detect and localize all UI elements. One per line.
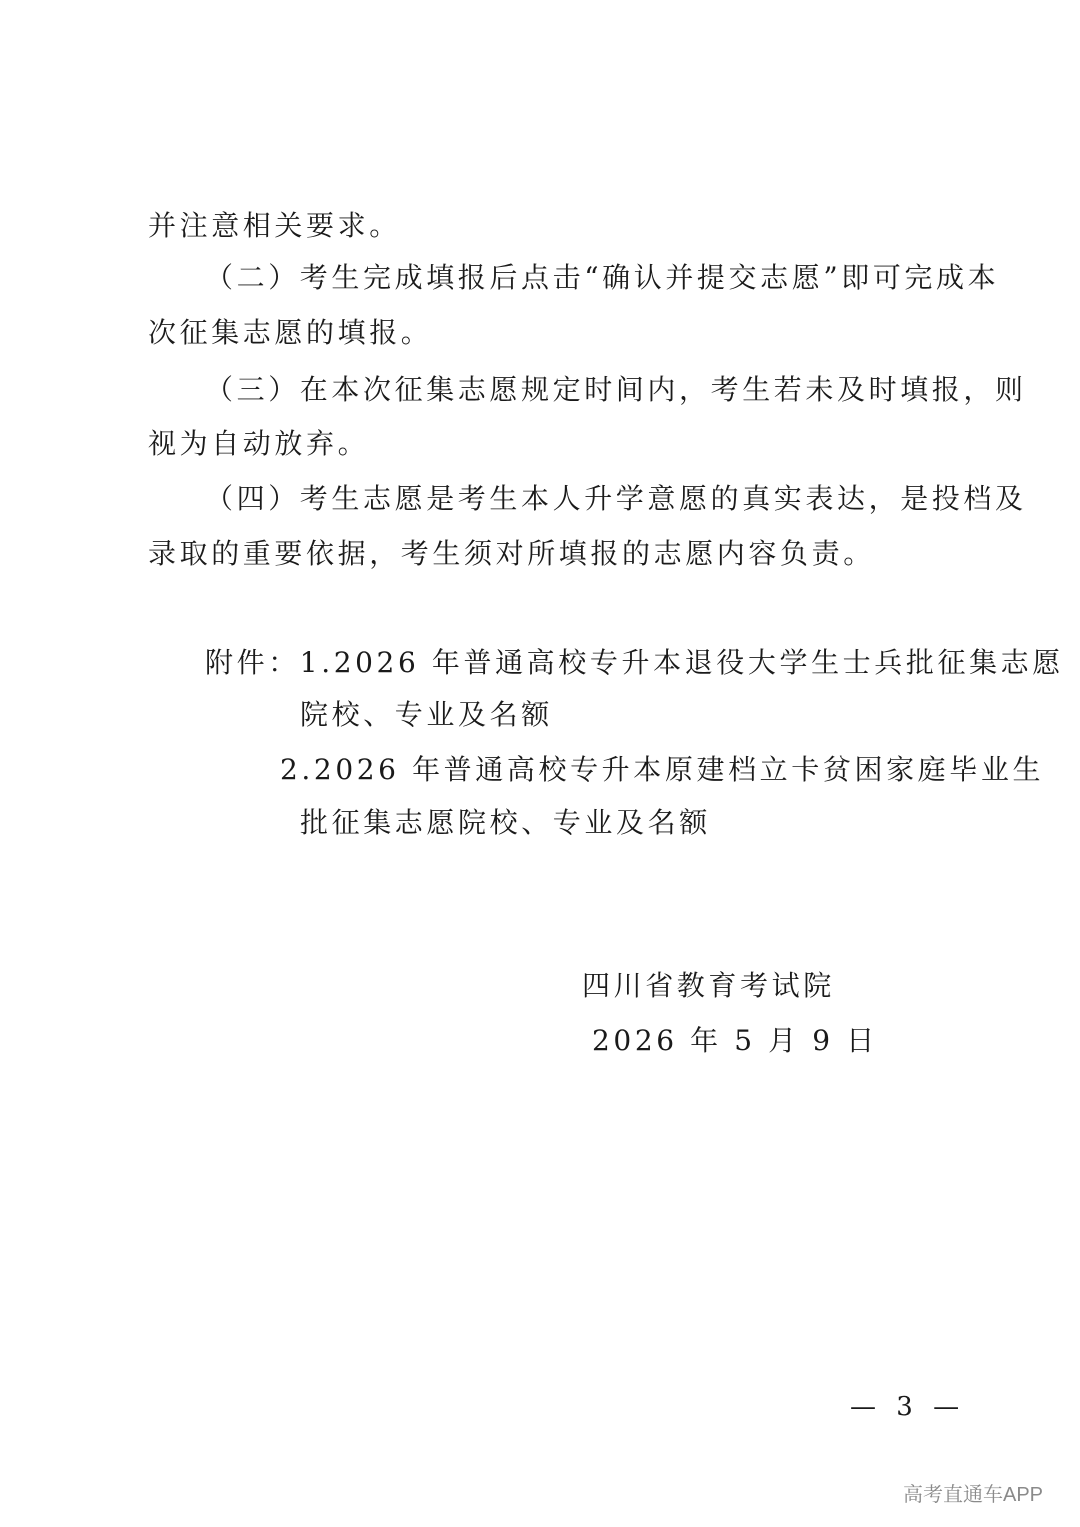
paragraph-line: 视为自动放弃。 — [148, 427, 370, 460]
watermark: 高考直通车APP — [903, 1484, 1044, 1506]
page-number: — 3 — — [850, 1392, 966, 1422]
attachment-line: 批征集志愿院校、专业及名额 — [300, 806, 711, 839]
paragraph-line: 录取的重要依据，考生须对所填报的志愿内容负责。 — [148, 537, 875, 570]
paragraph-line: 并注意相关要求。 — [148, 209, 401, 242]
attachment-line: 院校、专业及名额 — [300, 698, 553, 731]
attachment-line: 2.2026 年普通高校专升本原建档立卡贫困家庭毕业生 — [280, 753, 1045, 786]
issue-date: 2026 年 5 月 9 日 — [592, 1024, 878, 1057]
paragraph-line: 次征集志愿的填报。 — [148, 316, 433, 349]
paragraph-line: （四）考生志愿是考生本人升学意愿的真实表达，是投档及 — [205, 482, 1027, 515]
paragraph-line: （二）考生完成填报后点击“确认并提交志愿”即可完成本 — [205, 261, 1000, 294]
issuer-name: 四川省教育考试院 — [582, 969, 835, 1002]
attachment-line: 附件：1.2026 年普通高校专升本退役大学生士兵批征集志愿 — [205, 646, 1064, 679]
paragraph-line: （三）在本次征集志愿规定时间内，考生若未及时填报，则 — [205, 373, 1027, 406]
